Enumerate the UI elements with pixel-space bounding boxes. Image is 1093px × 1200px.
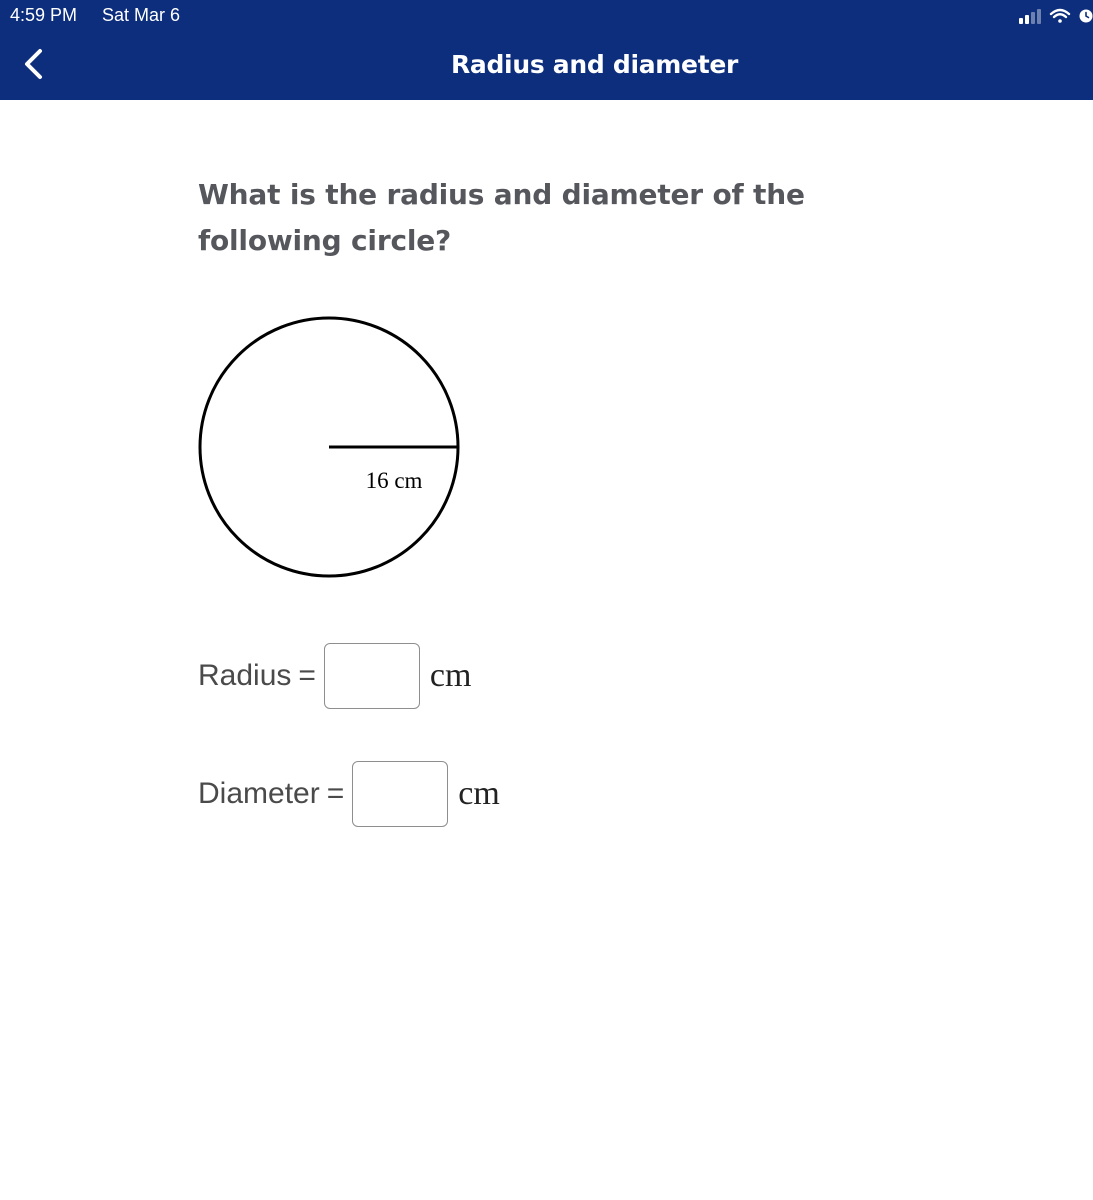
diameter-answer-row: [198, 760, 500, 828]
diameter-label: Diameter: [198, 777, 320, 810]
alarm-icon: [1080, 10, 1093, 23]
radius-equals-sign: =: [298, 659, 316, 692]
status-icons: [1018, 6, 1093, 26]
radius-input[interactable]: [324, 643, 420, 709]
diameter-equals-sign: =: [326, 777, 345, 810]
status-time: 4:59 PM: [10, 5, 78, 25]
status-date: Sat Mar 6: [102, 5, 181, 25]
signal-icon: [1019, 9, 1041, 24]
radius-unit: cm: [429, 657, 472, 694]
question-text: What is the radius and diameter of the following circle?: [198, 178, 805, 257]
page-title: Radius and diameter: [450, 50, 739, 79]
radius-measure-label: 16 cm: [365, 468, 423, 493]
diameter-input[interactable]: [352, 761, 448, 827]
circle-diagram: [195, 313, 465, 583]
diameter-unit: cm: [458, 775, 500, 812]
radius-answer-row: [198, 642, 471, 710]
wifi-icon: [1051, 10, 1069, 23]
app-header: [0, 0, 1093, 100]
radius-label: Radius: [198, 659, 292, 692]
